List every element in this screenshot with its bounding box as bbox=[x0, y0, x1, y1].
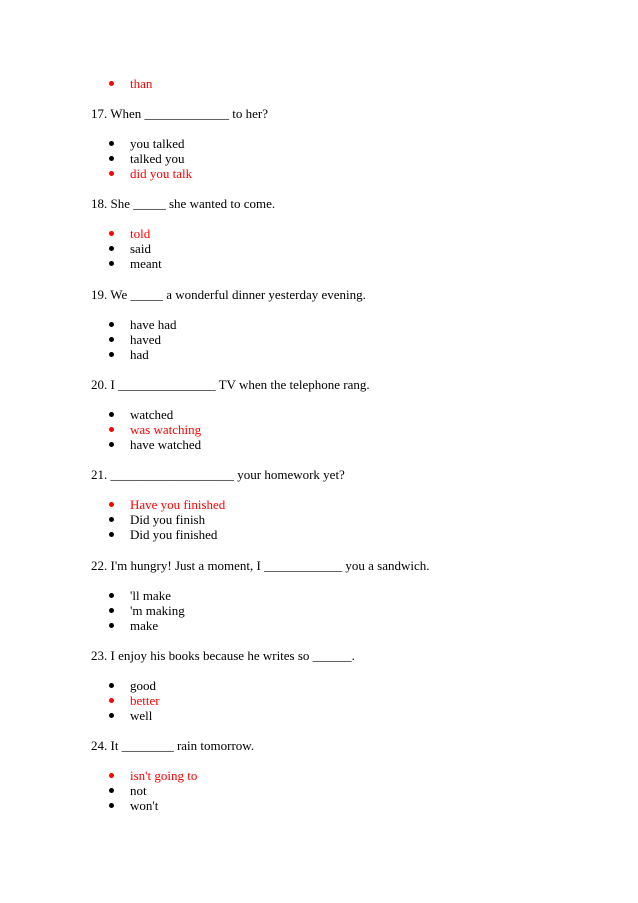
option-text: meant bbox=[130, 256, 162, 271]
option-text: Have you finished bbox=[130, 497, 226, 512]
question-prompt: 23. I enjoy his books because he writes so ______. bbox=[91, 648, 355, 663]
option-text: Did you finished bbox=[130, 527, 218, 542]
question-prompt: 24. It ________ rain tomorrow. bbox=[91, 738, 255, 753]
question-prompt: 19. We _____ a wonderful dinner yesterday evening. bbox=[91, 287, 366, 302]
option-text: was watching bbox=[130, 422, 202, 437]
option-text: 'll make bbox=[130, 588, 171, 603]
option-text: won't bbox=[130, 798, 159, 813]
option-text: Did you finish bbox=[130, 512, 206, 527]
option-item bbox=[109, 798, 159, 858]
question-prompt: 17. When _____________ to her? bbox=[91, 106, 269, 121]
option-text: had bbox=[130, 347, 149, 362]
question-prompt: 21. ___________________ your homework yet? bbox=[91, 467, 345, 482]
option-text: did you talk bbox=[130, 166, 193, 181]
option-item bbox=[109, 256, 162, 316]
option-text: talked you bbox=[130, 151, 185, 166]
option-text: make bbox=[130, 618, 159, 633]
option-text: 'm making bbox=[130, 603, 185, 618]
question-prompt: 18. She _____ she wanted to come. bbox=[91, 196, 276, 211]
option-text: watched bbox=[130, 407, 174, 422]
option-text: told bbox=[130, 226, 151, 241]
question-prompt: 22. I'm hungry! Just a moment, I ____________ you a sandwich. bbox=[91, 558, 430, 573]
option-item bbox=[109, 527, 218, 587]
option-text: not bbox=[130, 783, 147, 798]
question-prompt: 20. I _______________ TV when the telephone rang. bbox=[91, 377, 370, 392]
option-text: isn't going to bbox=[130, 768, 198, 783]
option-text: you talked bbox=[130, 136, 185, 151]
option-text: said bbox=[130, 241, 151, 256]
option-text: have had bbox=[130, 317, 177, 332]
option-text: well bbox=[130, 708, 153, 723]
option-text: good bbox=[130, 678, 156, 693]
option-text: than bbox=[130, 76, 153, 91]
option-text: haved bbox=[130, 332, 162, 347]
option-text: better bbox=[130, 693, 160, 708]
option-text: have watched bbox=[130, 437, 202, 452]
